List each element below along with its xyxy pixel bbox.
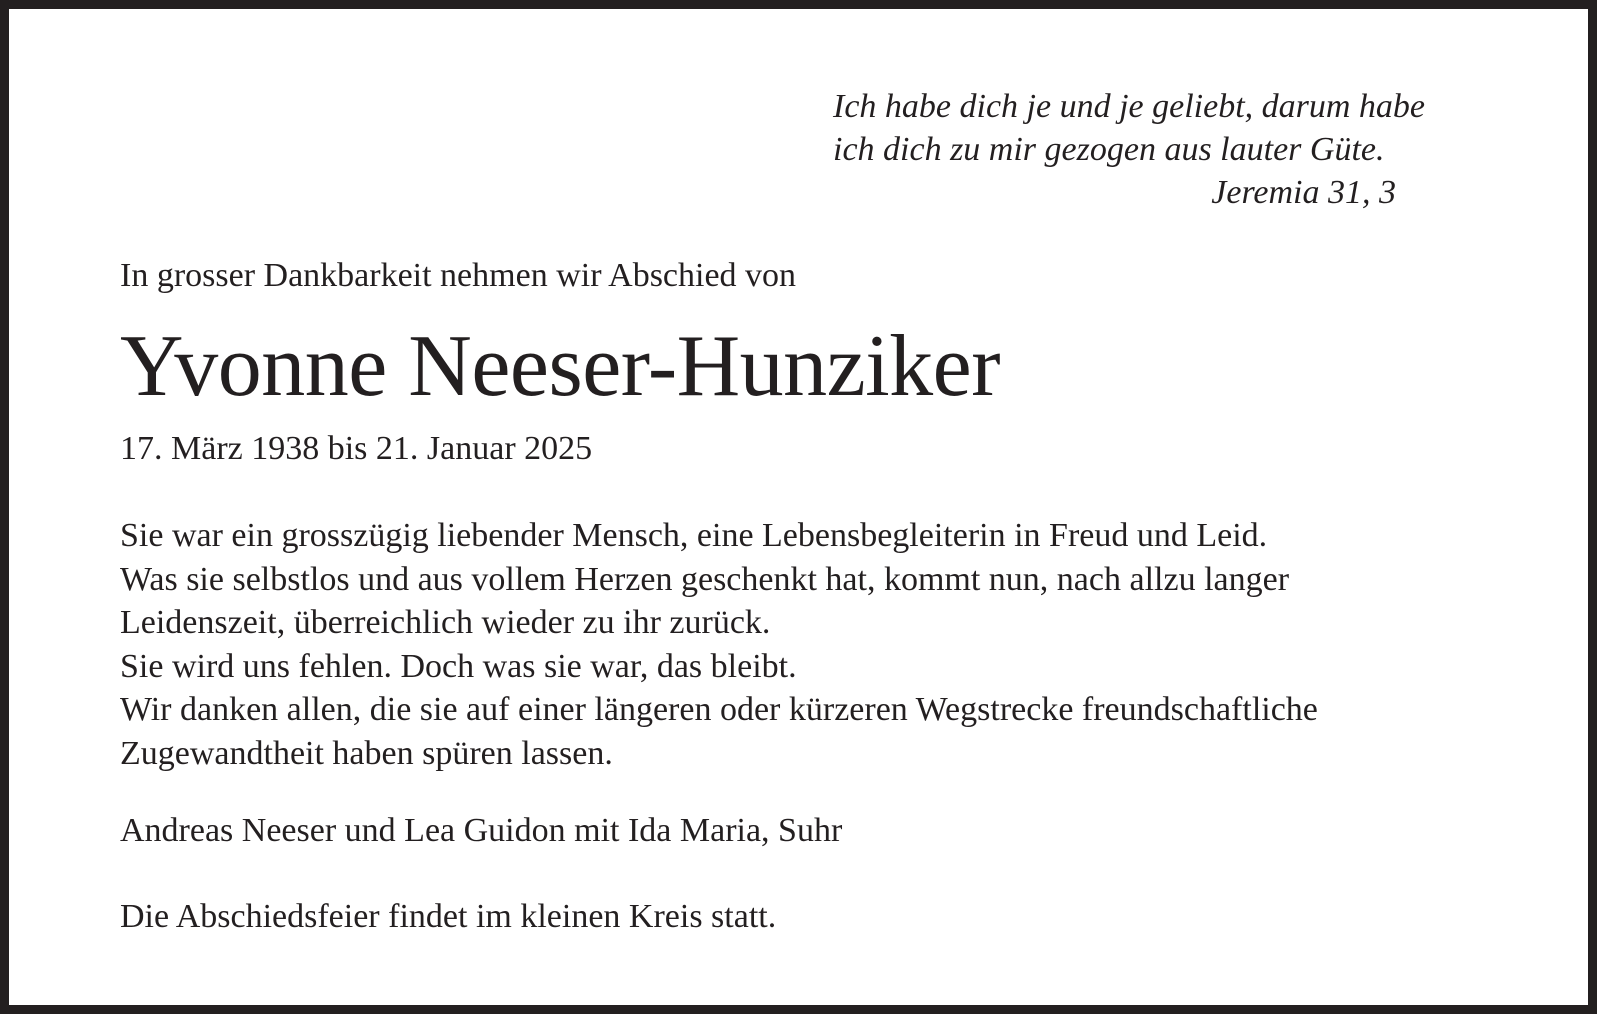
deceased-name: Yvonne Neeser-Hunziker (120, 318, 1001, 415)
tribute-line: Zugewandtheit haben spüren lassen. (120, 734, 613, 772)
life-dates: 17. März 1938 bis 21. Januar 2025 (120, 430, 593, 467)
tribute-line: Was sie selbstlos und aus vollem Herzen geschenkt hat, kommt nun, nach allzu langer (120, 560, 1290, 598)
intro-text: In grosser Dankbarkeit nehmen wir Abschied von (120, 257, 797, 294)
tribute-line: Leidenszeit, überreichlich wieder zu ihr zurück. (120, 604, 771, 641)
tribute-text (120, 514, 1318, 775)
verse-line: ich dich zu mir gezogen aus lauter Güte. (833, 131, 1385, 168)
tribute-line: Sie wird uns fehlen. Doch was sie war, das bleibt. (120, 647, 797, 685)
family-signature: Andreas Neeser und Lea Guidon mit Ida Maria, Suhr (120, 812, 843, 849)
verse-line: Ich habe dich je und je geliebt, darum habe (833, 88, 1426, 125)
ceremony-notice: Die Abschiedsfeier findet im kleinen Kreis statt. (120, 898, 777, 935)
tribute-line: Wir danken allen, die sie auf einer längeren oder kürzeren Wegstrecke freundschaftliche (120, 691, 1318, 728)
tribute-line: Sie war ein grosszügig liebender Mensch, eine Lebensbegleiterin in Freud und Leid. (120, 517, 1268, 554)
verse-reference: Jeremia 31, 3 (1211, 174, 1397, 211)
bible-verse (833, 85, 1425, 214)
